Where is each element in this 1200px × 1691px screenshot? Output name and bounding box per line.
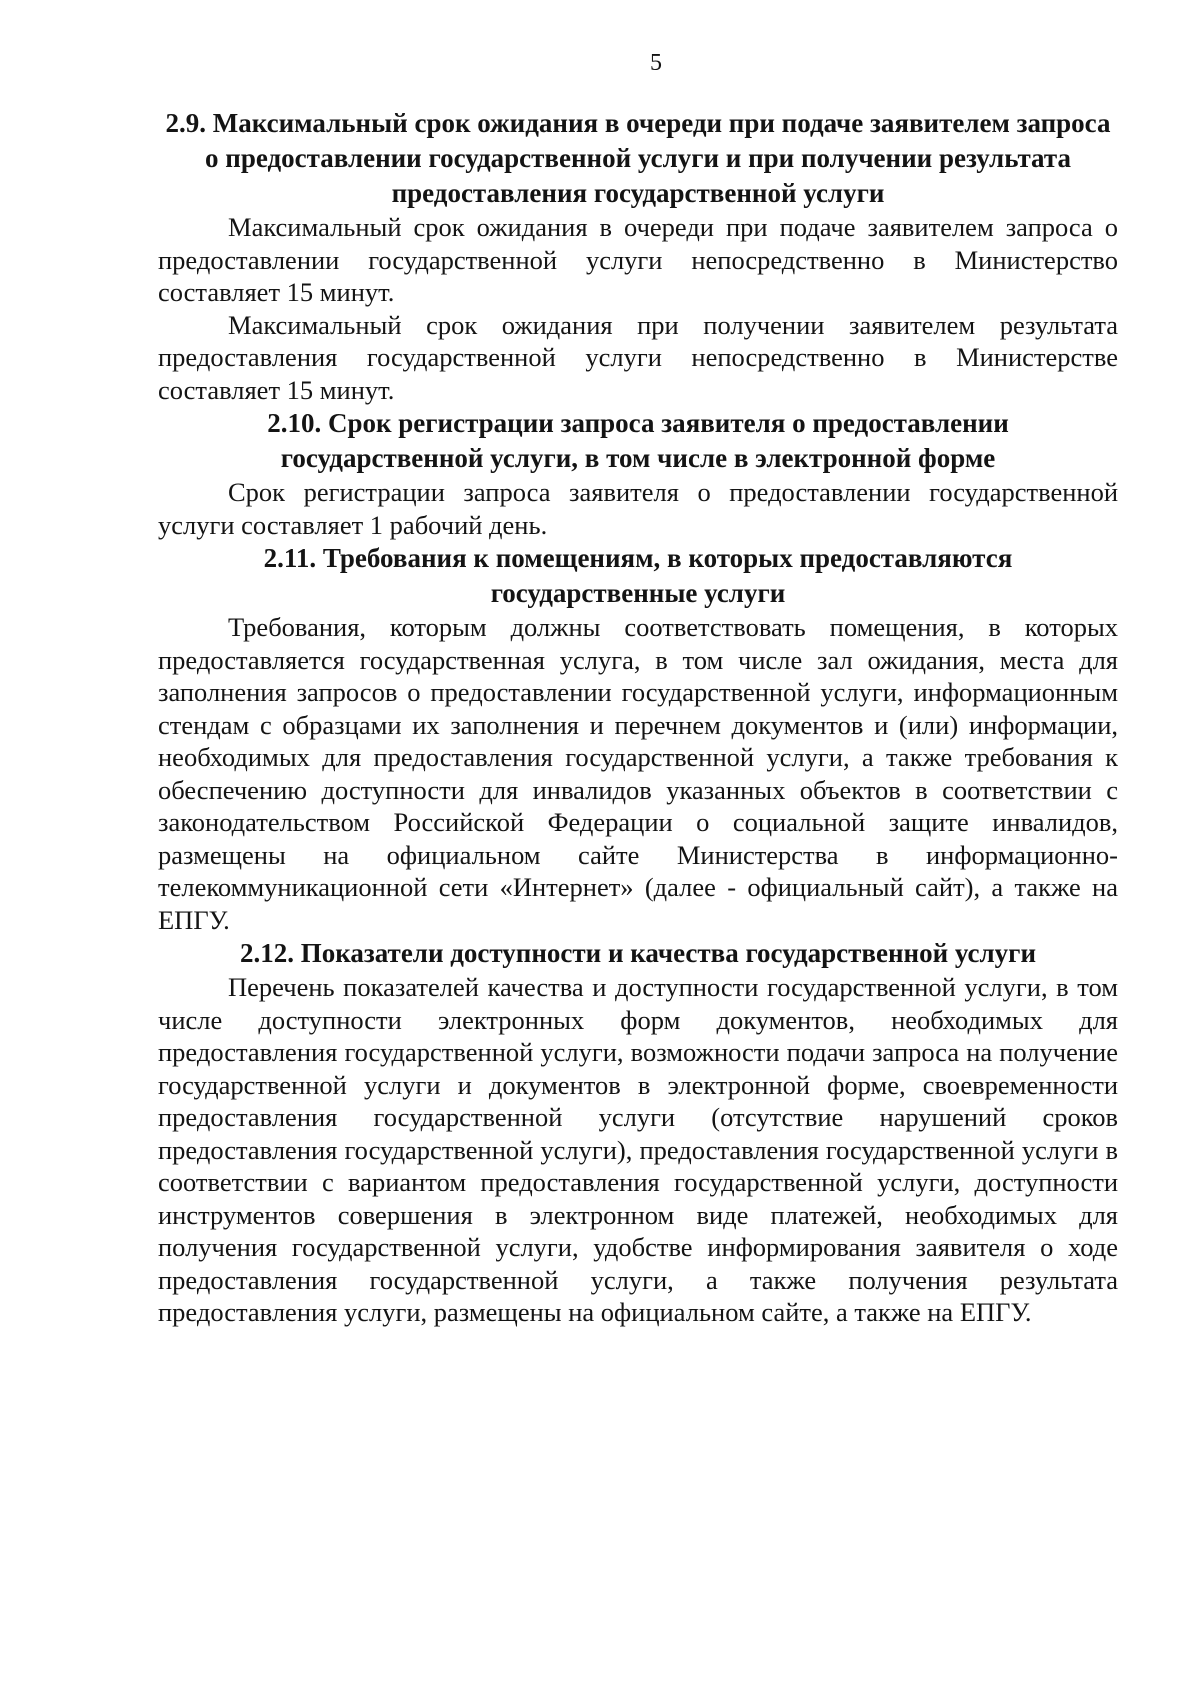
section-heading: 2.11. Требования к помещениям, в которых предоставляются государственные услуги — [263, 543, 1013, 608]
section-2-9 — [158, 106, 1118, 406]
section-2-11 — [158, 541, 1118, 936]
section-heading: 2.10. Срок регистрации запроса заявителя о предоставлении государственной услуги, в том числе в электронной форме — [267, 408, 1009, 473]
paragraph: Максимальный срок ожидания в очереди при подаче заявителем запроса о предоставлении государственной услуги непосредственно в Министерство составляет 15 минут. — [158, 212, 1118, 307]
paragraph: Максимальный срок ожидания при получении заявителем результата предоставления государственной услуги непосредственно в Министерстве составляет 15 минут. — [158, 309, 1118, 405]
section-heading: 2.12. Показатели доступности и качества государственной услуги — [240, 938, 1036, 968]
paragraph: Срок регистрации запроса заявителя о предоставлении государственной услуги составляет 1 рабочий день. — [158, 477, 1118, 540]
paragraph: Перечень показателей качества и доступности государственной услуги, в том числе доступности электронных форм документов, необходимых для предоставления государственной услуги, возможности подачи запроса на получение государственной услуги и документов в электронной форме, своевременности предоставления государственной услуги (отсутствие нарушений сроков предоставления государственной услуги), предоставления государственной услуги в соответствии с вариантом предоставления государственной услуги, доступности инструментов совершения в электронном виде платежей, необходимых для получения государственной услуги, удобстве информирования заявителя о ходе предоставления государственной услуги, а также получения результата предоставления услуги, размещены на официальном сайте, а также на ЕПГУ. — [158, 972, 1118, 1327]
page-number: 5 — [650, 50, 662, 76]
section-2-12 — [158, 936, 1118, 1329]
paragraph: Требования, которым должны соответствовать помещения, в которых предоставляется государственная услуга, в том числе зал ожидания, места для заполнения запросов о предоставлении государственной услуги, информационным стендам с образцами их заполнения и перечнем документов и (или) информации, необходимых для предоставления государственной услуги, а также требования к обеспечению доступности для инвалидов указанных объектов в соответствии с законодательством Российской Федерации о социальной защите инвалидов, размещены на официальном сайте Министерства в информационно-телекоммуникационной сети «Интернет» (далее - официальный сайт), а также на ЕПГУ. — [158, 612, 1118, 935]
section-2-10 — [158, 406, 1118, 541]
section-heading: 2.9. Максимальный срок ожидания в очереди при подаче заявителем запроса о предоставлении государственной услуги и при получении результата предоставления государственной услуги — [165, 108, 1111, 208]
document-body — [158, 106, 1118, 1329]
